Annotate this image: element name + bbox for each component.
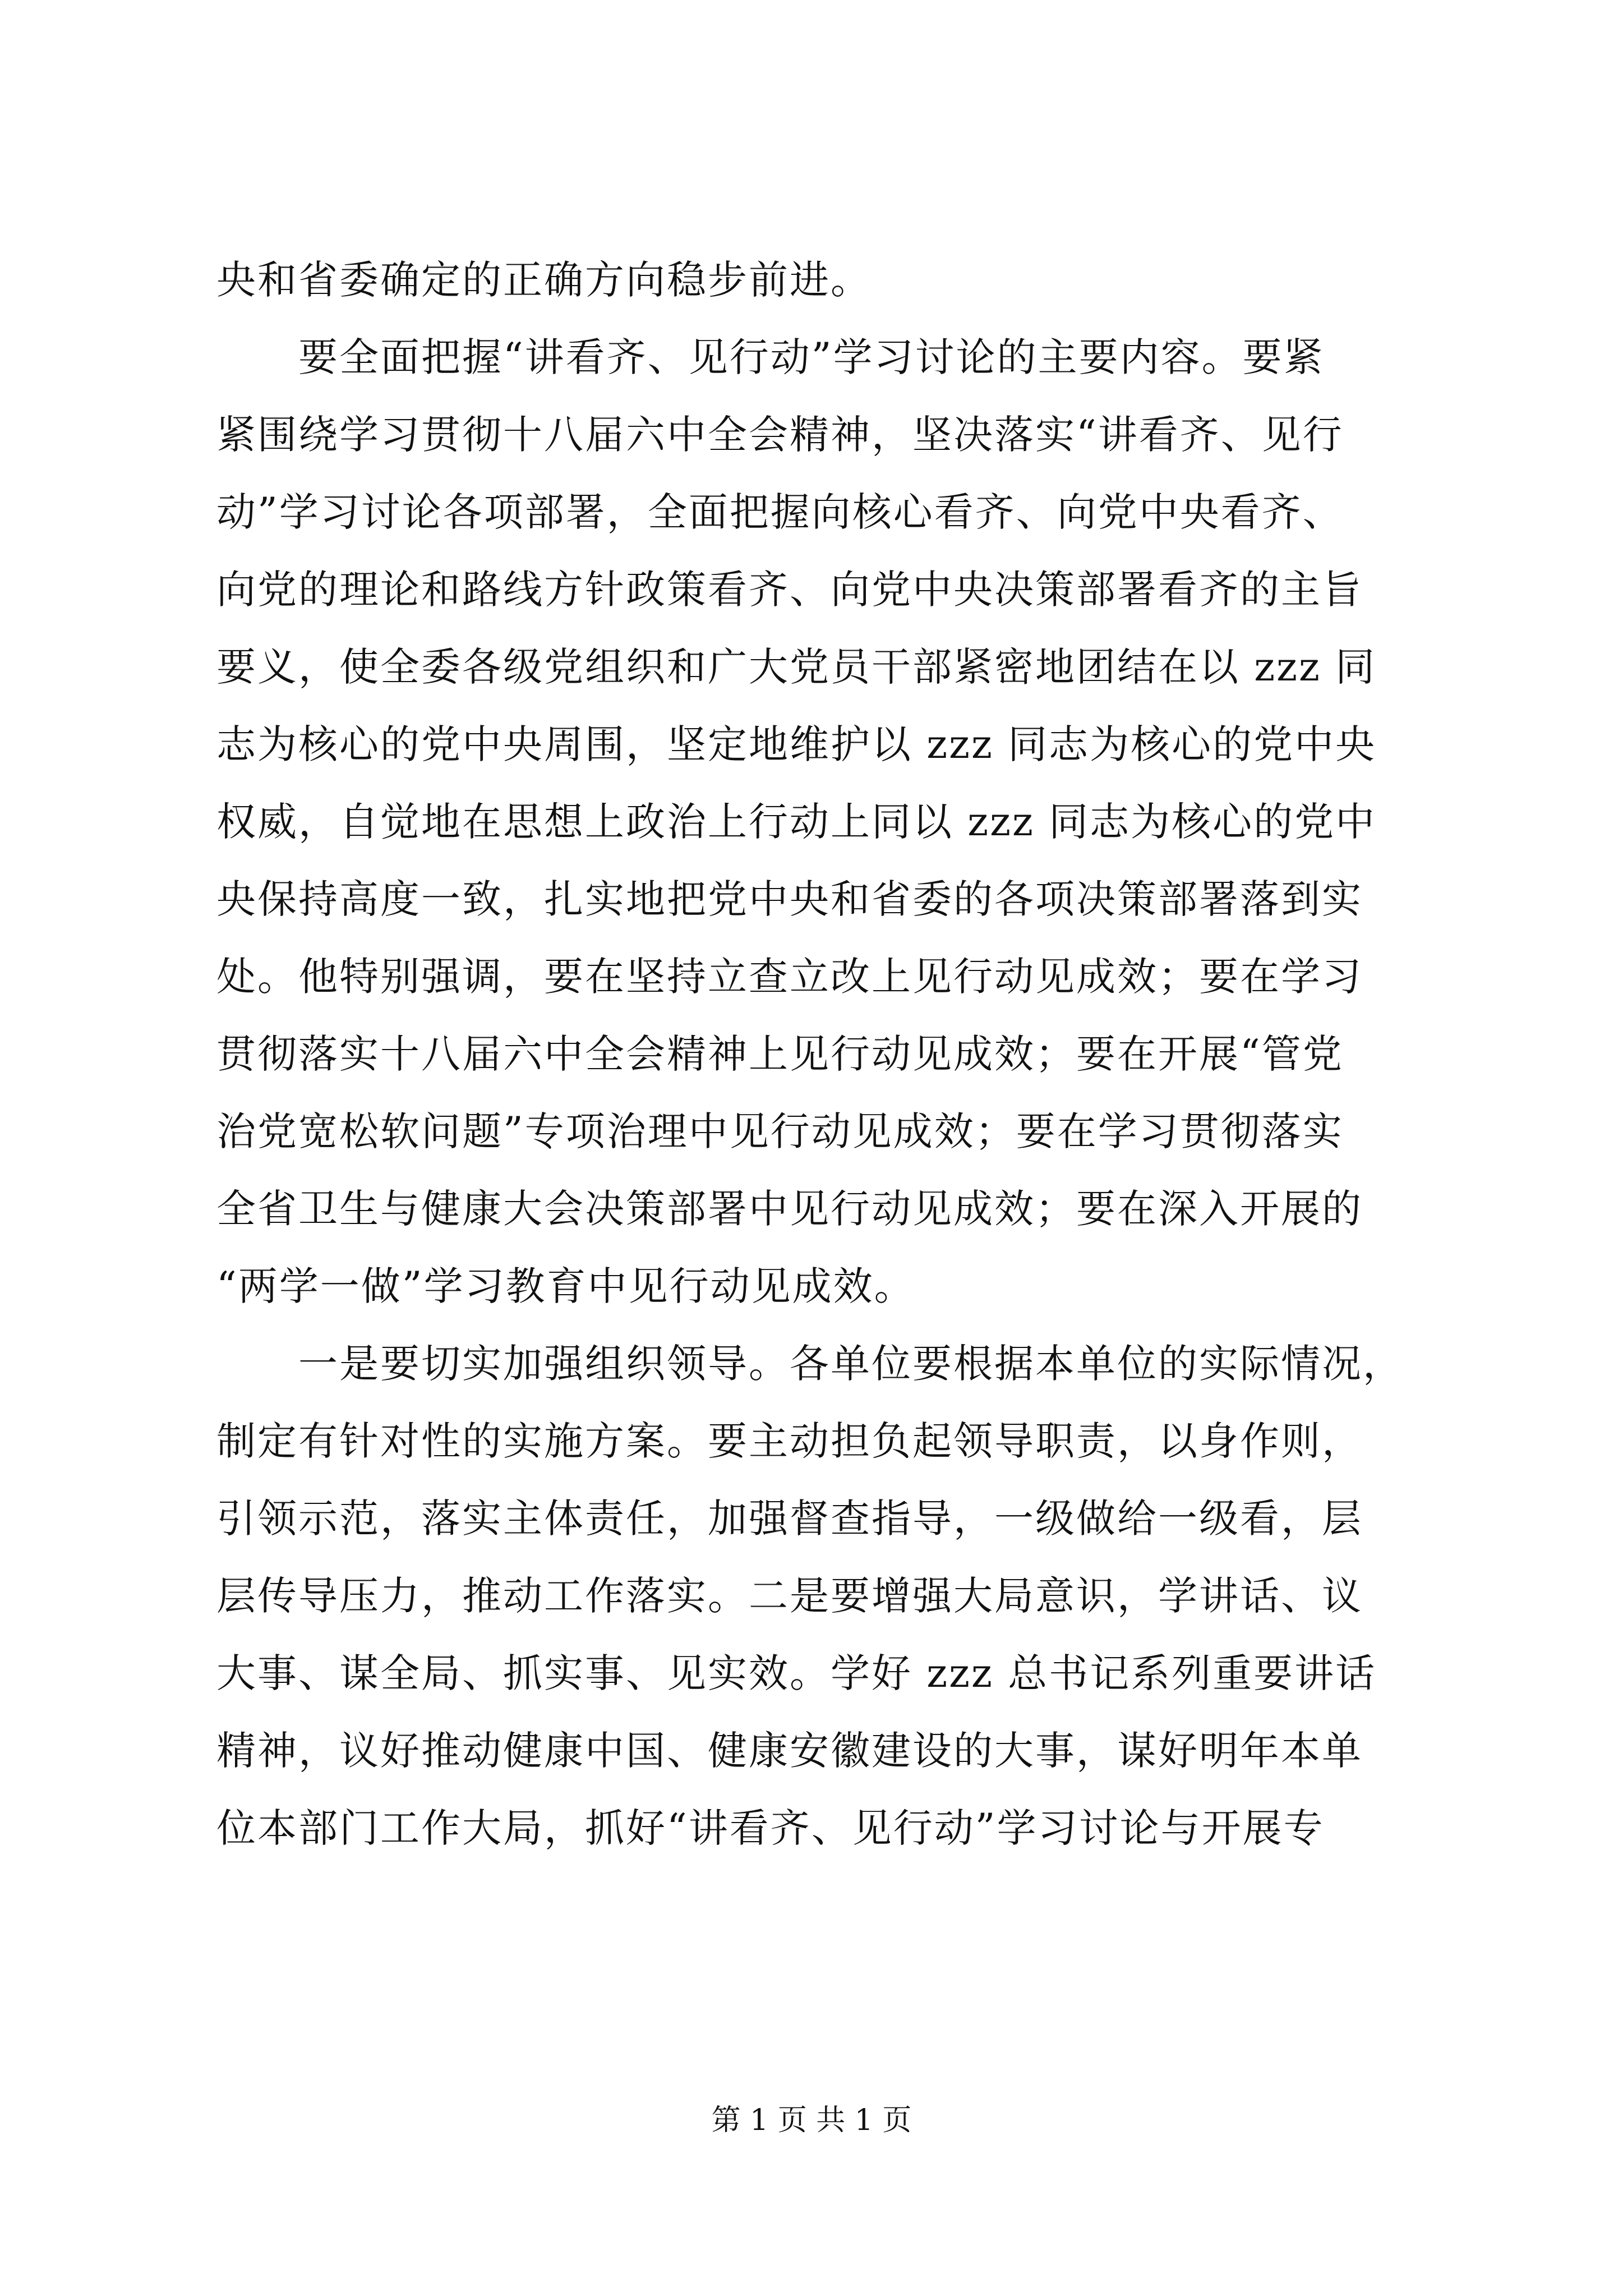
text-line: 层传导压力，推动工作落实。二是要增强大局意识，学讲话、议 [216, 1573, 1363, 1619]
text-line: 权威，自觉地在思想上政治上行动上同以 zzz 同志为核心的党中 [216, 799, 1377, 845]
page-number-label: 第 1 页 共 1 页 [711, 2104, 912, 2137]
page-footer [0, 2098, 1623, 2143]
text-line: 动”学习讨论各项部署，全面把握向核心看齐、向党中央看齐、 [216, 489, 1344, 535]
text-line: 央和省委确定的正确方向稳步前进。 [216, 257, 872, 303]
text-line: 治党宽松软问题”专项治理中见行动见成效；要在学习贯彻落实 [216, 1108, 1344, 1154]
text-line: 精神，议好推动健康中国、健康安徽建设的大事，谋好明年本单 [216, 1728, 1363, 1774]
text-line: 位本部门工作大局，抓好“讲看齐、见行动”学习讨论与开展专 [216, 1805, 1325, 1851]
text-line: 引领示范，落实主体责任，加强督查指导，一级做给一级看，层 [216, 1496, 1363, 1542]
text-line: 向党的理论和路线方针政策看齐、向党中央决策部署看齐的主旨 [216, 567, 1363, 613]
text-line: 要义，使全委各级党组织和广大党员干部紧密地团结在以 zzz 同 [216, 644, 1377, 690]
text-line: 志为核心的党中央周围，坚定地维护以 zzz 同志为核心的党中央 [216, 721, 1377, 767]
text-line: 央保持高度一致，扎实地把党中央和省委的各项决策部署落到实 [216, 876, 1363, 922]
text-line: 大事、谋全局、抓实事、见实效。学好 zzz 总书记系列重要讲话 [216, 1650, 1377, 1696]
text-line: 一是要切实加强组织领导。各单位要根据本单位的实际情况， [216, 1341, 1404, 1387]
text-line: 要全面把握“讲看齐、见行动”学习讨论的主要内容。要紧 [216, 334, 1325, 380]
body-text [216, 241, 1431, 1867]
text-line: 处。他特别强调，要在坚持立查立改上见行动见成效；要在学习 [216, 954, 1363, 1000]
text-line: 制定有针对性的实施方案。要主动担负起领导职责，以身作则， [216, 1418, 1363, 1464]
text-line: 全省卫生与健康大会决策部署中见行动见成效；要在深入开展的 [216, 1186, 1363, 1232]
text-line: 贯彻落实十八届六中全会精神上见行动见成效；要在开展“管党 [216, 1031, 1344, 1077]
text-line: “两学一做”学习教育中见行动见成效。 [216, 1263, 915, 1309]
text-line: 紧围绕学习贯彻十八届六中全会精神，坚决落实“讲看齐、见行 [216, 412, 1344, 458]
